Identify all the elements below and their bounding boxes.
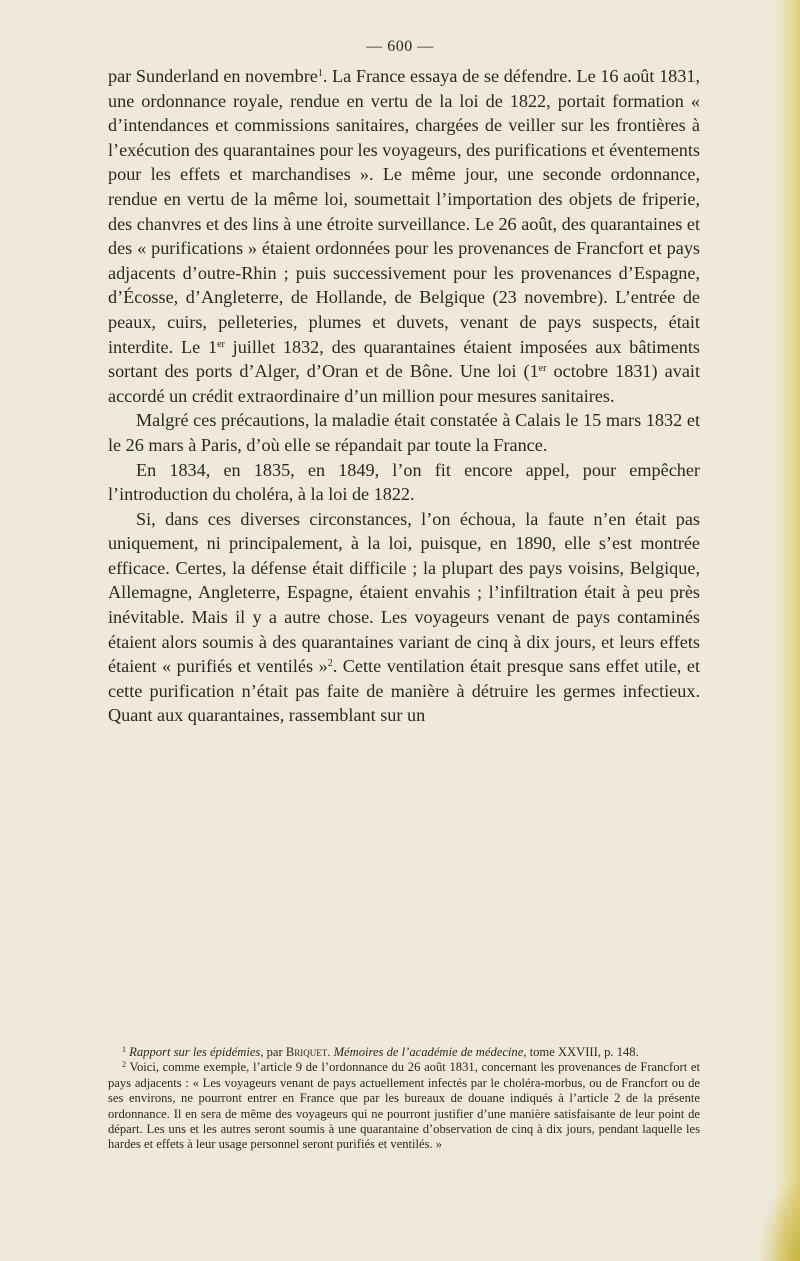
text-run: , tome XXVIII, p. 148.	[523, 1045, 639, 1059]
text-run: . La France essaya de se défendre. Le 16 août 1831, une ordonnance royale, rendue en vertu de la loi de 1822, portait formation « d’intendances et commissions sanitaires, chargées de veiller sur les frontières à l’exécution des quarantaines pour les voyageurs, des purifications et éventements pour les effets et marchandises ». Le même jour, une seconde ordonnance, rendue en vertu de la même loi, soumettait l’importation des objets de friperie, des chanvres et des lins à une étroite surveillance. Le 26 août, des quarantaines et des « purifications » étaient ordonnées pour les provenances de Francfort et pays adjacents d’outre-Rhin ; puis successivement pour les provenances d’Espagne, d’Écosse, d’Angleterre, de Hollande, de Belgique (23 novembre). L’entrée de peaux, cuirs, pelleteries, plumes et duvets, venant de pays suspects, était interdite. Le 1	[108, 66, 701, 357]
italic-title: Rapport sur les épidémies	[129, 1045, 261, 1059]
main-text	[108, 64, 700, 728]
text-run: Malgré ces précautions, la maladie était constatée à Calais le 15 mars 1832 et le 26 mars à Paris, d’où elle se répandait par toute la France.	[108, 410, 700, 455]
paragraph	[108, 408, 700, 457]
text-run: . Cette ventilation était presque sans effet utile, et cette purification n’était pas faite de manière à détruire les germes infectieux. Quant aux quarantaines, rassemblant sur un	[108, 656, 700, 726]
text-run: En 1834, en 1835, en 1849, l’on fit encore appel, pour empêcher l’introduction du choléra, à la loi de 1822.	[108, 459, 700, 505]
text-run: Voici, comme exemple, l’article 9 de l’ordonnance du 26 août 1831, concernant les provenances de Francfort et pays adjacents : « Les voyageurs venant de pays actuellement infectés par le choléra-morbus, ou de Francfort ou de ses environs, ne pourront entrer en France que par les bureaux de douane indiqués à l’article 2 de la présente ordonnance. Il en sera de même des voyageurs qui ne pourront justifier d’une manière satisfaisante de leur point de départ. Les uns et les autres seront soumis à une quarantaine d’observation de cinq à dix jours, pendant laquelle les hardes et effets à leur usage personnel seront purifiés et ventilés. »	[108, 1060, 700, 1152]
text-run: .	[327, 1045, 334, 1059]
author-name: Briquet	[285, 1045, 328, 1059]
superscript: 1	[122, 1045, 126, 1054]
page-number: — 600 —	[366, 38, 434, 55]
text-run: octobre 1831) avait accordé un crédit extraordinaire d’un million pour mesures sanitaires.	[108, 361, 700, 406]
footnotes	[108, 1045, 700, 1153]
footnote	[108, 1060, 700, 1152]
italic-title: Mémoires de l’académie de médecine	[333, 1045, 524, 1059]
superscript: 1	[317, 68, 323, 79]
page-corner-stain	[760, 1181, 800, 1261]
text-run: , par	[260, 1045, 286, 1059]
footnote	[108, 1045, 700, 1060]
superscript: 2	[327, 658, 333, 670]
text-run: Si, dans ces diverses circonstances, l’on échoua, la faute n’en était pas uniquement, ni principalement, à la loi, puisque, en 1890, elle s’est montrée efficace. Certes, la défense était difficile ; la plupart des pays voisins, Belgique, Allemagne, Angleterre, Espagne, étaient envahis ; l’infiltration était à peu près inévitable. Mais il y a autre chose. Les voyageurs venant de pays contaminés étaient alors soumis à des quarantaines variant de cinq à dix jours, et leurs effets étaient « purifiés et ventilés »	[108, 508, 700, 677]
superscript: er	[538, 363, 547, 375]
text-run: juillet 1832, des quarantaines étaient imposées aux bâtiments sortant des ports d’Alger, d’Oran et de Bône. Une loi (1	[108, 336, 700, 382]
paragraph	[108, 64, 700, 408]
superscript: 2	[122, 1060, 126, 1070]
paragraph	[108, 458, 700, 507]
page-edge-shadow	[774, 0, 800, 1261]
paragraph	[108, 507, 700, 728]
superscript: er	[217, 338, 225, 350]
text-run: par Sunderland en novembre	[108, 66, 318, 86]
